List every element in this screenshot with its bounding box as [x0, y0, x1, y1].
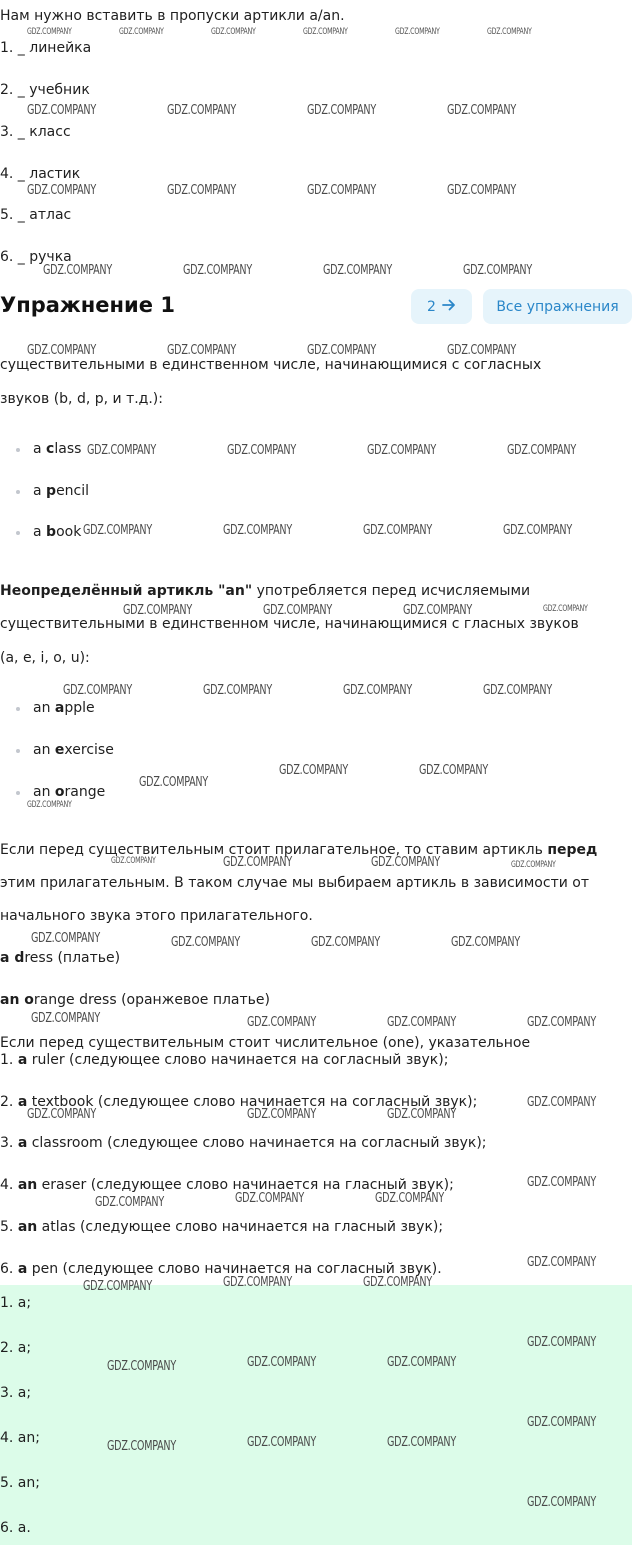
- watermark: GDZ.COMPANY: [527, 1255, 596, 1270]
- watermark: GDZ.COMPANY: [463, 263, 532, 278]
- watermark: GDZ.COMPANY: [119, 27, 164, 37]
- watermark: GDZ.COMPANY: [323, 263, 392, 278]
- theory-text-cut: Если перед существительным стоит числительное (one), указательное: [0, 1035, 531, 1051]
- watermark: GDZ.COMPANY: [451, 935, 520, 950]
- watermark: GDZ.COMPANY: [223, 1275, 292, 1290]
- theory-text: Неопределённый артикль "an" употребляется перед исчисляемыми: [0, 583, 531, 599]
- watermark: GDZ.COMPANY: [527, 1495, 596, 1510]
- theory-text: (a, e, i, o, u):: [0, 650, 90, 666]
- watermark: GDZ.COMPANY: [247, 1107, 316, 1122]
- watermark: GDZ.COMPANY: [527, 1335, 596, 1350]
- watermark: GDZ.COMPANY: [527, 1415, 596, 1430]
- watermark: GDZ.COMPANY: [27, 343, 96, 358]
- watermark: GDZ.COMPANY: [27, 1107, 96, 1122]
- watermark: GDZ.COMPANY: [387, 1355, 456, 1370]
- watermark: GDZ.COMPANY: [167, 343, 236, 358]
- watermark: GDZ.COMPANY: [31, 931, 100, 946]
- bullet-dot: [16, 749, 20, 753]
- task-item: 2. _ учебник: [0, 82, 90, 98]
- watermark: GDZ.COMPANY: [247, 1015, 316, 1030]
- bullet-dot: [16, 531, 20, 535]
- example-a-book: a book: [33, 524, 82, 540]
- arrow-right-icon: [442, 299, 456, 315]
- explanation-line: 5. an atlas (следующее слово начинается на гласный звук);: [0, 1219, 444, 1235]
- example-a-class: a class: [33, 441, 82, 457]
- watermark: GDZ.COMPANY: [311, 935, 380, 950]
- answer-line: 2. a;: [0, 1340, 32, 1356]
- watermark: GDZ.COMPANY: [107, 1439, 176, 1454]
- task-item: 6. _ ручка: [0, 249, 72, 265]
- example-an-orange: an orange: [33, 784, 106, 800]
- watermark: GDZ.COMPANY: [363, 523, 432, 538]
- theory-text: Если перед существительным стоит прилагательное, то ставим артикль перед: [0, 842, 598, 858]
- explanation-line: 1. a ruler (следующее слово начинается на согласный звук);: [0, 1052, 449, 1068]
- watermark: GDZ.COMPANY: [419, 763, 488, 778]
- example-an-orange-dress: an orange dress (оранжевое платье): [0, 992, 270, 1008]
- next-exercise-button[interactable]: [411, 289, 472, 324]
- watermark: GDZ.COMPANY: [235, 1191, 304, 1206]
- watermark: GDZ.COMPANY: [507, 443, 576, 458]
- watermark: GDZ.COMPANY: [527, 1175, 596, 1190]
- watermark: GDZ.COMPANY: [503, 523, 572, 538]
- theory-text: звуков (b, d, p, и т.д.):: [0, 391, 163, 407]
- watermark: GDZ.COMPANY: [63, 683, 132, 698]
- watermark: GDZ.COMPANY: [31, 1011, 100, 1026]
- watermark: GDZ.COMPANY: [307, 103, 376, 118]
- watermark: GDZ.COMPANY: [139, 775, 208, 790]
- watermark: GDZ.COMPANY: [111, 856, 156, 866]
- watermark: GDZ.COMPANY: [203, 683, 272, 698]
- watermark: GDZ.COMPANY: [83, 523, 152, 538]
- task-item: 5. _ атлас: [0, 207, 72, 223]
- answer-line: 5. an;: [0, 1475, 40, 1491]
- watermark: GDZ.COMPANY: [27, 183, 96, 198]
- watermark: GDZ.COMPANY: [167, 103, 236, 118]
- watermark: GDZ.COMPANY: [183, 263, 252, 278]
- example-a-pencil: a pencil: [33, 483, 90, 499]
- watermark: GDZ.COMPANY: [95, 1195, 164, 1210]
- example-an-exercise: an exercise: [33, 742, 114, 758]
- answer-line: 4. an;: [0, 1430, 40, 1446]
- all-exercises-button[interactable]: Все упражнения: [483, 289, 632, 324]
- watermark: GDZ.COMPANY: [375, 1191, 444, 1206]
- page-title: Упражнение 1: [0, 293, 175, 317]
- watermark: GDZ.COMPANY: [123, 603, 192, 618]
- bullet-dot: [16, 490, 20, 494]
- bullet-dot: [16, 791, 20, 795]
- watermark: GDZ.COMPANY: [27, 103, 96, 118]
- answer-line: 1. a;: [0, 1295, 32, 1311]
- explanation-line: 2. a textbook (следующее слово начинается на согласный звук);: [0, 1094, 478, 1110]
- watermark: GDZ.COMPANY: [171, 935, 240, 950]
- watermark: GDZ.COMPANY: [27, 27, 72, 37]
- answer-line: 6. a.: [0, 1520, 31, 1536]
- watermark: GDZ.COMPANY: [247, 1435, 316, 1450]
- watermark: GDZ.COMPANY: [371, 855, 440, 870]
- watermark: GDZ.COMPANY: [83, 1279, 152, 1294]
- watermark: GDZ.COMPANY: [167, 183, 236, 198]
- next-exercise-label: 2: [427, 298, 436, 315]
- watermark: GDZ.COMPANY: [487, 27, 532, 37]
- watermark: GDZ.COMPANY: [227, 443, 296, 458]
- task-item: 1. _ линейка: [0, 40, 92, 56]
- theory-text: существительными в единственном числе, начинающимися с согласных: [0, 357, 542, 373]
- example-an-apple: an apple: [33, 700, 95, 716]
- example-a-dress: a dress (платье): [0, 950, 121, 966]
- watermark: GDZ.COMPANY: [223, 855, 292, 870]
- theory-text: этим прилагательным. В таком случае мы выбираем артикль в зависимости от: [0, 875, 589, 891]
- explanation-line: 4. an eraser (следующее слово начинается на гласный звук);: [0, 1177, 454, 1193]
- watermark: GDZ.COMPANY: [87, 443, 156, 458]
- watermark: GDZ.COMPANY: [387, 1015, 456, 1030]
- watermark: GDZ.COMPANY: [447, 343, 516, 358]
- watermark: GDZ.COMPANY: [447, 183, 516, 198]
- watermark: GDZ.COMPANY: [447, 103, 516, 118]
- bullet-dot: [16, 448, 20, 452]
- watermark: GDZ.COMPANY: [279, 763, 348, 778]
- watermark: GDZ.COMPANY: [223, 523, 292, 538]
- watermark: GDZ.COMPANY: [543, 604, 588, 614]
- watermark: GDZ.COMPANY: [511, 860, 556, 870]
- watermark: GDZ.COMPANY: [303, 27, 348, 37]
- task-title: Нам нужно вставить в пропуски артикли a/an.: [0, 8, 345, 24]
- watermark: GDZ.COMPANY: [27, 800, 72, 810]
- watermark: GDZ.COMPANY: [211, 27, 256, 37]
- answer-line: 3. a;: [0, 1385, 32, 1401]
- watermark: GDZ.COMPANY: [307, 183, 376, 198]
- bullet-dot: [16, 707, 20, 711]
- theory-text: начального звука этого прилагательного.: [0, 908, 313, 924]
- watermark: GDZ.COMPANY: [107, 1359, 176, 1374]
- explanation-line: 6. a pen (следующее слово начинается на согласный звук).: [0, 1261, 442, 1277]
- watermark: GDZ.COMPANY: [395, 27, 440, 37]
- watermark: GDZ.COMPANY: [527, 1095, 596, 1110]
- watermark: GDZ.COMPANY: [307, 343, 376, 358]
- task-item: 3. _ класс: [0, 124, 71, 140]
- watermark: GDZ.COMPANY: [363, 1275, 432, 1290]
- watermark: GDZ.COMPANY: [403, 603, 472, 618]
- watermark: GDZ.COMPANY: [367, 443, 436, 458]
- watermark: GDZ.COMPANY: [387, 1107, 456, 1122]
- watermark: GDZ.COMPANY: [387, 1435, 456, 1450]
- watermark: GDZ.COMPANY: [247, 1355, 316, 1370]
- watermark: GDZ.COMPANY: [527, 1015, 596, 1030]
- watermark: GDZ.COMPANY: [263, 603, 332, 618]
- theory-text: существительными в единственном числе, начинающимися с гласных звуков: [0, 616, 579, 632]
- watermark: GDZ.COMPANY: [43, 263, 112, 278]
- task-item: 4. _ ластик: [0, 166, 81, 182]
- explanation-line: 3. a classroom (следующее слово начинается на согласный звук);: [0, 1135, 487, 1151]
- watermark: GDZ.COMPANY: [483, 683, 552, 698]
- watermark: GDZ.COMPANY: [343, 683, 412, 698]
